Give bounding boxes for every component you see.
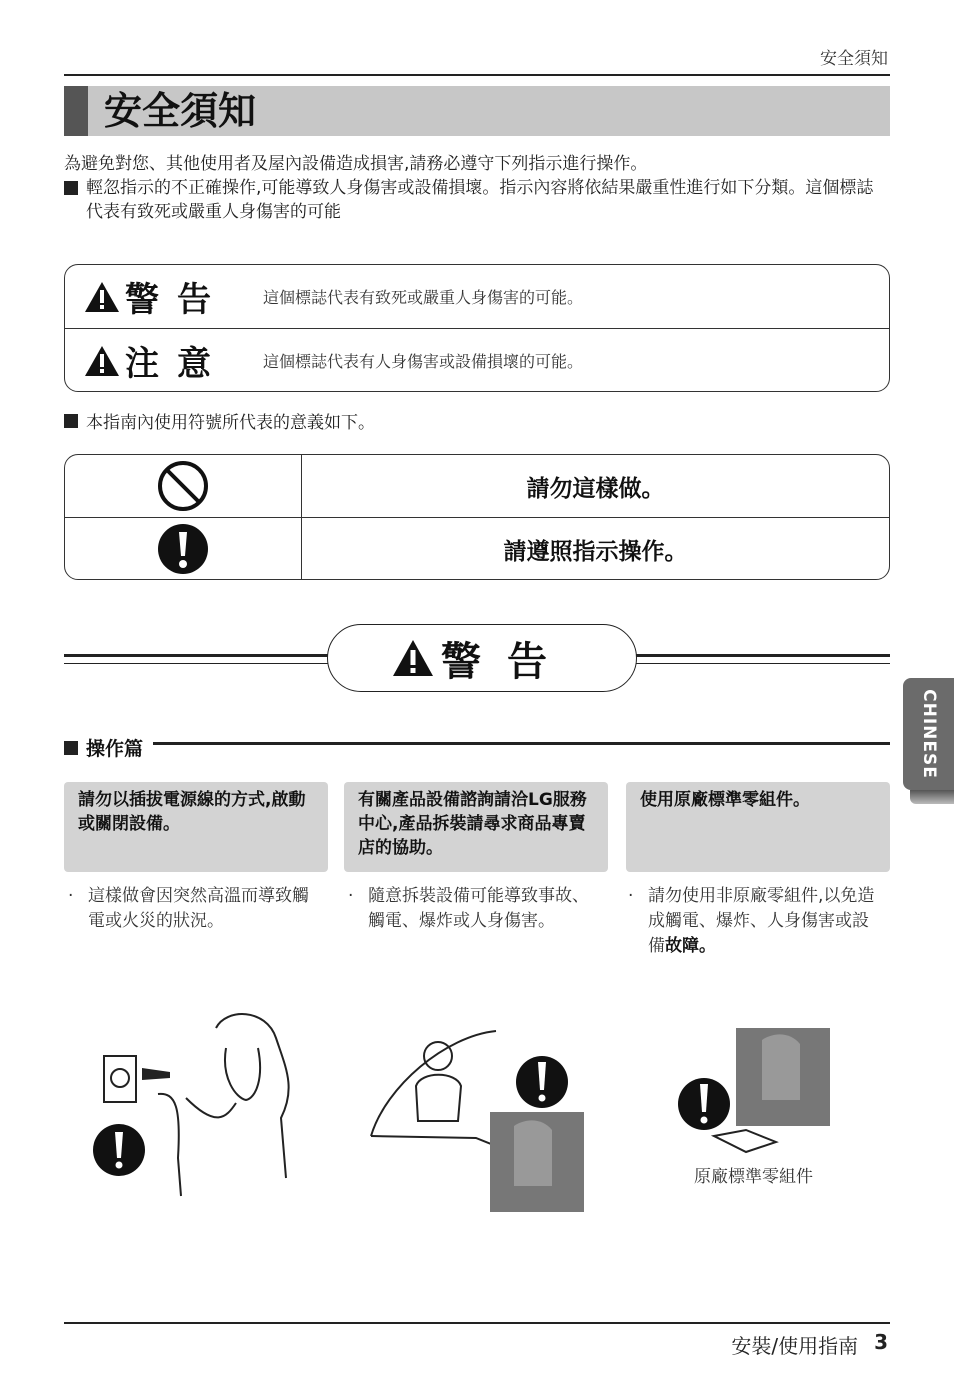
legend-intro [64,408,375,433]
header-section-label: 安全須知 [820,49,888,69]
intro-bullet-text: 輕忽指示的不正確操作,可能導致人身傷害或設備損壞。指示內容將依結果嚴重性進行如下分類。這個標誌代表有致死或嚴重人身傷害的可能 [86,178,874,222]
warning-banner [327,624,637,692]
square-bullet-icon [64,181,78,195]
item-note: · 請勿使用非原廠零組件,以免造成觸電、爆炸、人身傷害或設備故障。 [628,886,875,956]
symbol-legend-table [64,454,890,580]
side-tab-shadow [910,790,954,804]
item-heading-card: 請勿以插拔電源線的方式,啟動或關閉設備。 [64,782,328,872]
title-accent [64,86,88,136]
severity-description-caution: 這個標誌代表有人身傷害或設備損壞的可能。 [263,352,584,371]
footer-guide-title: 安裝/使用指南 [731,1334,859,1358]
section-rule [64,742,890,745]
part-component-icon [714,1130,776,1152]
service-center-illustration [366,1026,596,1216]
item-heading-card: 使用原廠標準零組件。 [626,782,890,872]
symbol-meaning-prohibition: 請勿這樣做。 [526,475,665,502]
severity-row-caution [65,328,889,392]
exclamation-icon [156,522,210,576]
genuine-parts-illustration [676,1026,836,1158]
symbol-row-prohibition [65,455,889,517]
top-divider [64,74,890,76]
square-bullet-icon [64,741,78,755]
symbol-meaning-exclamation: 請遵照指示操作。 [503,538,688,565]
symbol-row-exclamation [65,517,889,580]
plug-arrow-icon [142,1068,170,1080]
power-cord-icon [158,1094,181,1196]
square-bullet-icon [64,414,78,428]
page-title: 安全須知 [104,89,257,133]
warning-triangle-icon [391,638,435,678]
intro-text [64,152,890,224]
prohibition-icon [156,459,210,513]
language-tab-label: CHINESE [918,689,939,779]
intro-line: 為避免對您、其他使用者及屋內設備造成損害,請務必遵守下列指示進行操作。 [64,154,648,174]
item-note: · 隨意拆裝設備可能導致事故、觸電、爆炸或人身傷害。 [348,886,589,931]
wall-outlet-icon [104,1056,136,1102]
item-heading-card: 有關產品設備諮詢請洽LG服務中心,產品拆裝請尋求商品專賣店的協助。 [344,782,608,872]
severity-row-warning [65,265,889,328]
note-emphasis: 故障。 [665,936,716,956]
banner-label: 警告 [441,638,573,685]
section-heading [64,734,153,761]
warning-triangle-icon [83,280,121,314]
legend-intro-text: 本指南內使用符號所代表的意義如下。 [86,413,375,433]
bottom-divider [64,1322,890,1324]
person-on-phone-icon [424,1042,452,1070]
unplug-illustration [86,1008,326,1198]
page-number: 3 [874,1330,888,1354]
item-note: · 這樣做會因突然高溫而導致觸電或火災的狀況。 [68,886,309,931]
intro-bullet [64,176,890,224]
section-title: 操作篇 [86,738,144,760]
illustration-caption: 原廠標準零組件 [694,1167,813,1187]
caution-triangle-icon [83,344,121,378]
severity-label-warning: 警告 [125,280,229,320]
footer [731,1330,888,1359]
severity-table [64,264,890,392]
severity-label-caution: 注意 [125,344,229,384]
severity-description-warning: 這個標誌代表有致死或嚴重人身傷害的可能。 [263,288,584,307]
